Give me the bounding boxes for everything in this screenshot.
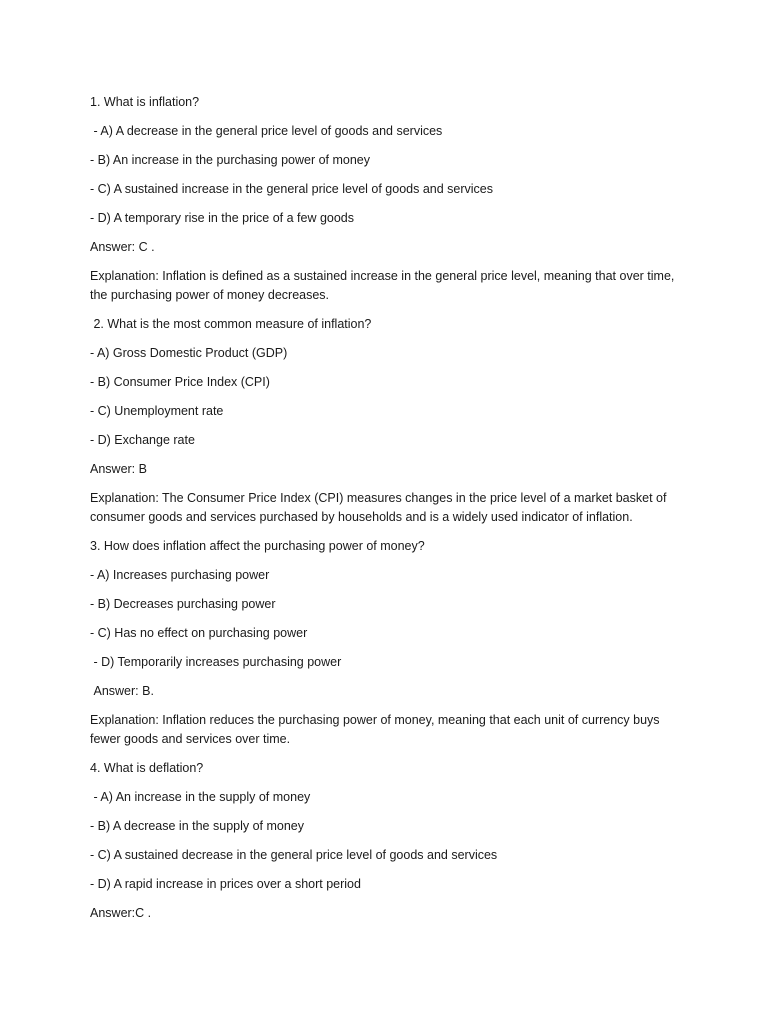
question-1-option-c: - C) A sustained increase in the general price level of goods and services xyxy=(90,182,494,196)
question-4-option-a: - A) An increase in the supply of money xyxy=(90,790,311,804)
question-1-option-a: - A) A decrease in the general price level of goods and services xyxy=(90,124,443,138)
question-4-title: 4. What is deflation? xyxy=(90,761,204,775)
question-3-answer: Answer: B. xyxy=(90,684,154,698)
question-2-explanation: Explanation: The Consumer Price Index (CPI) measures changes in the price level of a market basket of consumer goods and services purchased by households and is a widely used indicator of inflation. xyxy=(90,491,667,524)
question-3-option-b: - B) Decreases purchasing power xyxy=(90,597,276,611)
question-3-option-c: - C) Has no effect on purchasing power xyxy=(90,626,308,640)
question-3-explanation: Explanation: Inflation reduces the purchasing power of money, meaning that each unit of currency buys fewer goods and services over time. xyxy=(90,713,660,746)
question-4-option-d: - D) A rapid increase in prices over a short period xyxy=(90,877,361,891)
question-2-option-d: - D) Exchange rate xyxy=(90,433,195,447)
question-1-title: 1. What is inflation? xyxy=(90,95,200,109)
question-1-option-d: - D) A temporary rise in the price of a few goods xyxy=(90,211,355,225)
question-3-option-d: - D) Temporarily increases purchasing power xyxy=(90,655,342,669)
document-body xyxy=(90,93,690,933)
question-2-option-a: - A) Gross Domestic Product (GDP) xyxy=(90,346,288,360)
question-1-explanation: Explanation: Inflation is defined as a sustained increase in the general price level, meaning that over time, the purchasing power of money decreases. xyxy=(90,269,675,302)
question-2-option-c: - C) Unemployment rate xyxy=(90,404,224,418)
question-1-answer: Answer: C . xyxy=(90,240,155,254)
question-4-answer: Answer:C . xyxy=(90,906,152,920)
question-4-option-c: - C) A sustained decrease in the general price level of goods and services xyxy=(90,848,498,862)
question-2-option-b: - B) Consumer Price Index (CPI) xyxy=(90,375,270,389)
question-4-option-b: - B) A decrease in the supply of money xyxy=(90,819,305,833)
question-1-option-b: - B) An increase in the purchasing power of money xyxy=(90,153,371,167)
question-3-title: 3. How does inflation affect the purchasing power of money? xyxy=(90,539,425,553)
question-2-title: 2. What is the most common measure of inflation? xyxy=(90,317,372,331)
question-3-option-a: - A) Increases purchasing power xyxy=(90,568,270,582)
question-2-answer: Answer: B xyxy=(90,462,147,476)
